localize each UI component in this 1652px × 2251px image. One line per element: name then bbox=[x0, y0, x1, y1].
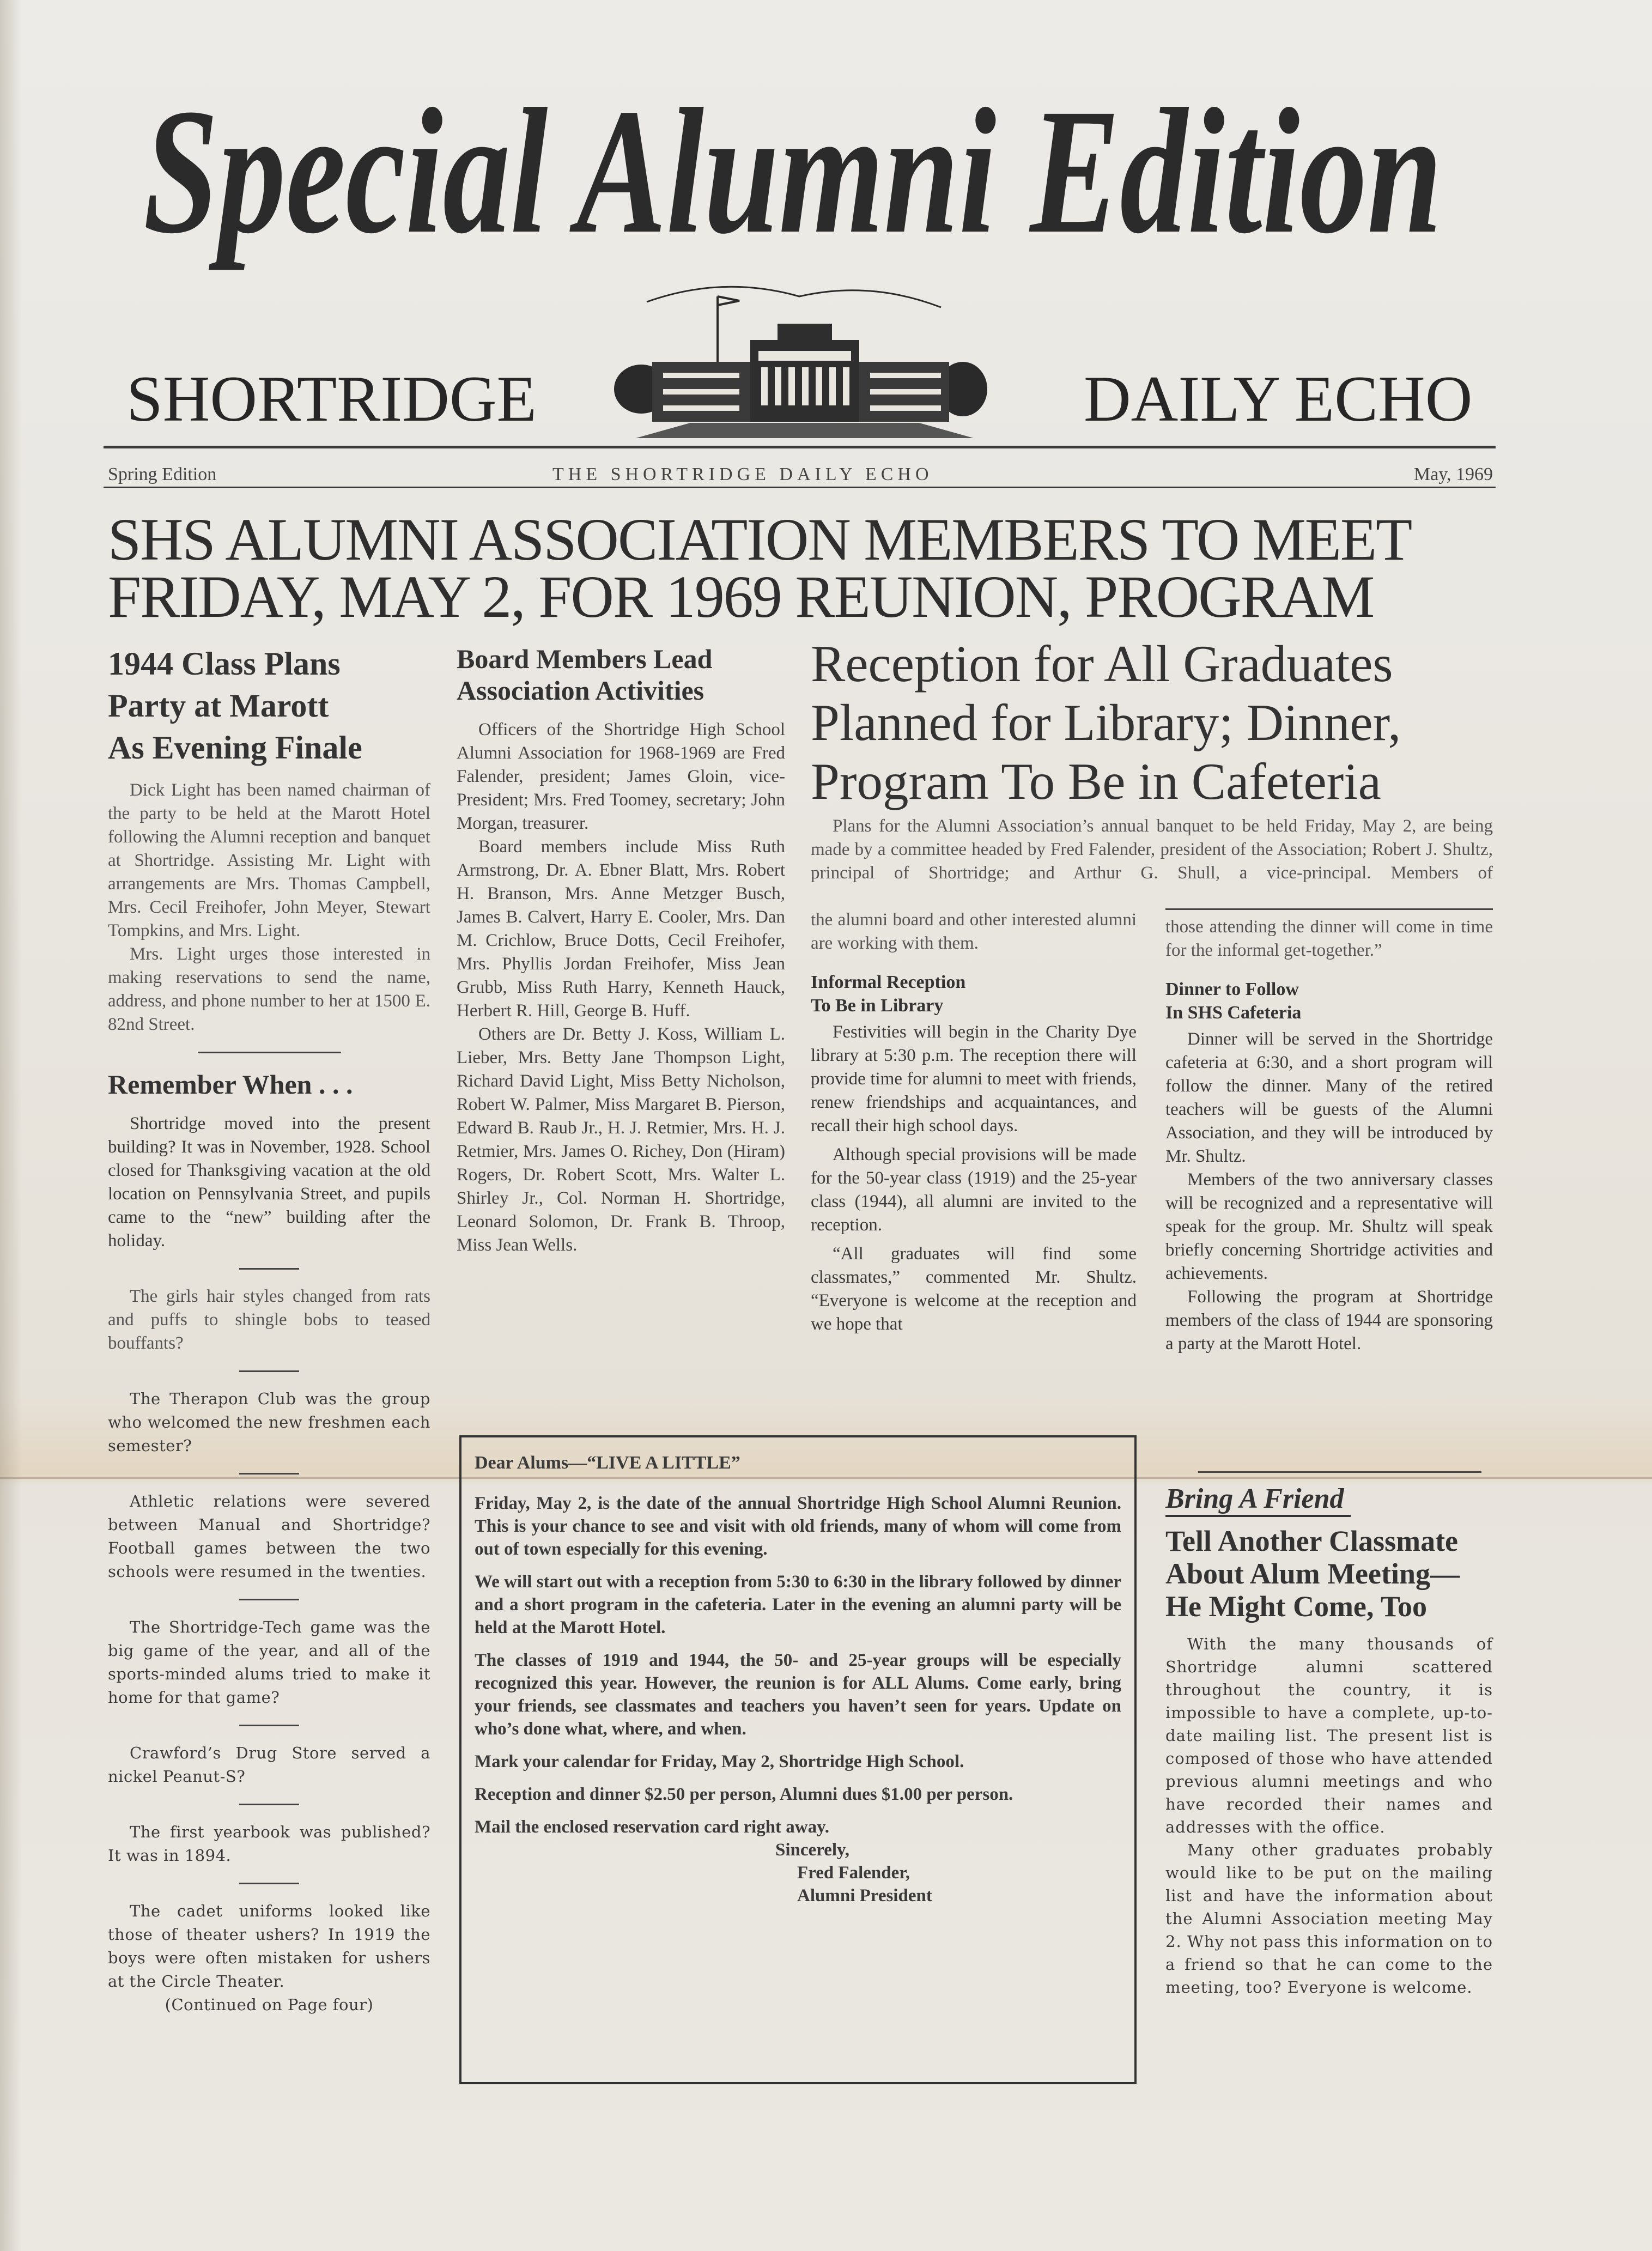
issue-date: May, 1969 bbox=[1413, 464, 1493, 484]
divider bbox=[239, 1370, 299, 1372]
headline-line: Reception for All Graduates bbox=[811, 635, 1393, 693]
paragraph: Plans for the Alumni Association’s annual banquet to be held Friday, May 2, are being made by a committee headed by Fred Falender, president of the Association; Robert J. Shultz, principal of Shortridge; and Arthur G. Shull, a vice-principal. Members of bbox=[811, 816, 1493, 883]
edition-label: Spring Edition bbox=[108, 464, 217, 484]
story-headline bbox=[457, 643, 785, 706]
paragraph: Officers of the Shortridge High School Alumni Association for 1968-1969 are Fred Falender, president; James Gloin, vice-President; Mrs. Fred Toomey, secretary; John Morgan, treasurer. bbox=[457, 720, 785, 833]
headline-line: He Might Come, Too bbox=[1165, 1590, 1427, 1623]
column-board-members bbox=[457, 643, 785, 1257]
paragraph: Although special provisions will be made for the 50-year class (1919) and the 25-year class (1944), all alumni are invited to the reception. bbox=[811, 1145, 1137, 1235]
divider bbox=[239, 1725, 299, 1726]
subheading-line: In SHS Cafeteria bbox=[1165, 1003, 1302, 1023]
headline-line: Tell Another Classmate bbox=[1165, 1525, 1459, 1557]
subheading bbox=[1165, 978, 1493, 1024]
masthead-rule bbox=[104, 446, 1496, 448]
subheading bbox=[811, 970, 1137, 1017]
letter-paragraph: The classes of 1919 and 1944, the 50- and 25-year groups will be especially recognized this year. However, the reunion is for ALL Alums. Come early, bring your friends, see classmates and teachers you haven’t seen for years. Update on who’s done what, where, and when. bbox=[475, 1651, 1121, 1739]
paragraph: Members of the two anniversary classes will be recognized and a representative will speak for the group. Mr. Shultz will speak briefly concerning Shortridge activities and achievements. bbox=[1165, 1170, 1493, 1283]
paper-edge-shadow bbox=[0, 0, 22, 2251]
divider bbox=[1198, 1471, 1481, 1473]
paragraph: Crawford’s Drug Store served a nickel Peanut-S? bbox=[108, 1744, 430, 1786]
paragraph: With the many thousands of Shortridge alumni scattered throughout the country, it is impossible to have a complete, up-to-date mailing list. The present list is composed of those who have attended previous alumni meetings and who have recorded their names and addresses with the office. bbox=[1165, 1635, 1493, 1836]
letter-signer: Fred Falender, bbox=[797, 1863, 910, 1883]
letter-box bbox=[459, 1435, 1137, 2084]
paragraph: Shortridge moved into the present building? It was in November, 1928. School closed for Thanksgiving vacation at the old location on Pennsylvania Street, and pupils came to the “new” building after the holiday. bbox=[108, 1114, 430, 1251]
paragraph: Mrs. Light urges those interested in making reservations to send the name, address, and phone number to her at 1500 E. 82nd Street. bbox=[108, 944, 430, 1034]
letter-paragraph: Mark your calendar for Friday, May 2, Shortridge High School. bbox=[475, 1752, 964, 1771]
divider bbox=[1165, 908, 1493, 910]
letter-signer-title: Alumni President bbox=[797, 1886, 932, 1906]
letter-paragraph: We will start out with a reception from 5:30 to 6:30 in the library followed by dinner and a short program in the cafeteria. Later in the evening an alumni party will be held at the Marott Hotel. bbox=[475, 1572, 1121, 1637]
divider bbox=[198, 1052, 341, 1053]
letter-heading: Dear Alums—“LIVE A LITTLE” bbox=[475, 1453, 740, 1473]
paragraph: Following the program at Shortridge members of the class of 1944 are sponsoring a party at the Marott Hotel. bbox=[1165, 1287, 1493, 1354]
story-headline bbox=[1165, 1525, 1493, 1623]
paragraph: those attending the dinner will come in time for the informal get-together.” bbox=[1165, 917, 1493, 960]
paragraph: Others are Dr. Betty J. Koss, William L. Lieber, Mrs. Betty Jane Thompson Light, Richard David Light, Miss Betty Nicholson, Robert W. Palmer, Miss Margaret B. Pierson, Edward B. Raub Jr., H. J. Retmier, Mrs. H. J. Retmier, Mrs. James O. Richey, Don (Hiram) Rogers, Dr. Robert Scott, Mrs. Walter L. Shirley Jr., Col. Norman H. Shortridge, Leonard Solomon, Dr. Frank B. Throop, Miss Jean Wells. bbox=[457, 1024, 785, 1255]
reception-subcolumn-left bbox=[811, 908, 1137, 1336]
paragraph: The Shortridge-Tech game was the big game of the year, and all of the sports-minded alums tried to make it home for that game? bbox=[108, 1618, 430, 1707]
reception-headline bbox=[811, 634, 1497, 811]
headline-line: 1944 Class Plans bbox=[108, 646, 341, 682]
divider bbox=[239, 1599, 299, 1600]
subheading-line: Dinner to Follow bbox=[1165, 979, 1299, 999]
main-headline-line-1: SHS ALUMNI ASSOCIATION MEMBERS TO MEET bbox=[108, 506, 1412, 573]
headline-line: About Alum Meeting— bbox=[1165, 1557, 1460, 1590]
masthead-right: DAILY ECHO bbox=[1084, 362, 1473, 435]
paragraph: Dinner will be served in the Shortridge cafeteria at 6:30, and a short program will follow the dinner. Many of the retired teachers will be guests of the Alumni Association, and they will be introduced by Mr. Shultz. bbox=[1165, 1029, 1493, 1166]
story-headline bbox=[108, 643, 430, 769]
paragraph: The girls hair styles changed from rats and puffs to shingle bobs to teased bouffants? bbox=[108, 1287, 430, 1353]
letter-paragraph: Reception and dinner $2.50 per person, Alumni dues $1.00 per person. bbox=[475, 1785, 1013, 1804]
masthead-rule-bottom bbox=[104, 487, 1496, 488]
divider bbox=[239, 1473, 299, 1475]
main-headline-line-2: FRIDAY, MAY 2, FOR 1969 REUNION, PROGRAM bbox=[108, 563, 1374, 630]
divider bbox=[239, 1883, 299, 1884]
divider bbox=[239, 1804, 299, 1805]
continued-note: (Continued on Page four) bbox=[165, 1995, 374, 2014]
headline-line: Program To Be in Cafeteria bbox=[811, 753, 1381, 810]
headline-line: Association Activities bbox=[457, 675, 704, 706]
divider bbox=[239, 1268, 299, 1270]
story-kicker: Bring A Friend bbox=[1165, 1483, 1351, 1517]
paragraph: “All graduates will find some classmates,” commented Mr. Shultz. “Everyone is welcome at the reception and we hope that bbox=[811, 1244, 1137, 1334]
section-heading: Remember When . . . bbox=[108, 1069, 353, 1100]
letter-paragraph: Friday, May 2, is the date of the annual Shortridge High School Alumni Reunion. This is your chance to see and visit with old friends, many of whom will come from out of town especially for this evening. bbox=[475, 1494, 1121, 1559]
bring-a-friend-story bbox=[1165, 1471, 1493, 1999]
paragraph: The first yearbook was published? It was in 1894. bbox=[108, 1823, 430, 1865]
headline-line: As Evening Finale bbox=[108, 730, 362, 766]
column-class-party bbox=[108, 643, 430, 2017]
letter-closing: Sincerely, bbox=[775, 1840, 849, 1860]
letter-paragraph: Mail the enclosed reservation card right away. bbox=[475, 1817, 830, 1837]
paragraph: the alumni board and other interested alumni are working with them. bbox=[811, 910, 1137, 953]
paragraph: The Therapon Club was the group who welcomed the new freshmen each semester? bbox=[108, 1390, 430, 1455]
paper-name: THE SHORTRIDGE DAILY ECHO bbox=[552, 464, 933, 484]
headline-line: Board Members Lead bbox=[457, 644, 713, 674]
school-building-icon bbox=[614, 280, 987, 438]
paragraph: Many other graduates probably would like to be put on the mailing list and have the information about the Alumni Association meeting May 2. Why not pass this information on to a friend so that he can come to the meeting, too? Everyone is welcome. bbox=[1165, 1841, 1493, 1997]
headline-line: Planned for Library; Dinner, bbox=[811, 694, 1401, 751]
reception-subcolumn-right bbox=[1165, 908, 1493, 1356]
paragraph: The cadet uniforms looked like those of theater ushers? In 1919 the boys were often mistaken for ushers at the Circle Theater. bbox=[108, 1902, 430, 1991]
paragraph: Festivities will begin in the Charity Dye library at 5:30 p.m. The reception there will provide time for alumni to meet with friends, renew friendships and acquaintances, and recall their high school days. bbox=[811, 1022, 1137, 1136]
subheading-line: Informal Reception bbox=[811, 972, 966, 992]
paragraph: Athletic relations were severed between Manual and Shortridge? Football games between the two schools were resumed in the twenties. bbox=[108, 1492, 430, 1581]
edition-title: Special Alumni Edition bbox=[143, 72, 1442, 271]
subheading-line: To Be in Library bbox=[811, 996, 944, 1016]
reception-intro bbox=[811, 815, 1493, 885]
masthead-left: SHORTRIDGE bbox=[126, 362, 537, 435]
headline-line: Party at Marott bbox=[108, 688, 329, 724]
paragraph: Dick Light has been named chairman of the party to be held at the Marott Hotel following the Alumni reception and banquet at Shortridge. Assisting Mr. Light with arrangements are Mrs. Thomas Campbell, Mrs. Cecil Freihofer, John Meyer, Stewart Tompkins, and Mrs. Light. bbox=[108, 780, 430, 941]
paragraph: Board members include Miss Ruth Armstrong, Dr. A. Ebner Blatt, Mrs. Robert H. Branson, Mrs. Anne Metzger Busch, James B. Calvert, Harry E. Cooler, Mrs. Dan M. Crichlow, Bruce Dotts, Cecil Freihofer, Mrs. Phyllis Jordan Freihofer, Miss Jean Grubb, Miss Ruth Harry, Kenneth Hauck, Herbert R. Hill, George B. Huff. bbox=[457, 837, 785, 1021]
